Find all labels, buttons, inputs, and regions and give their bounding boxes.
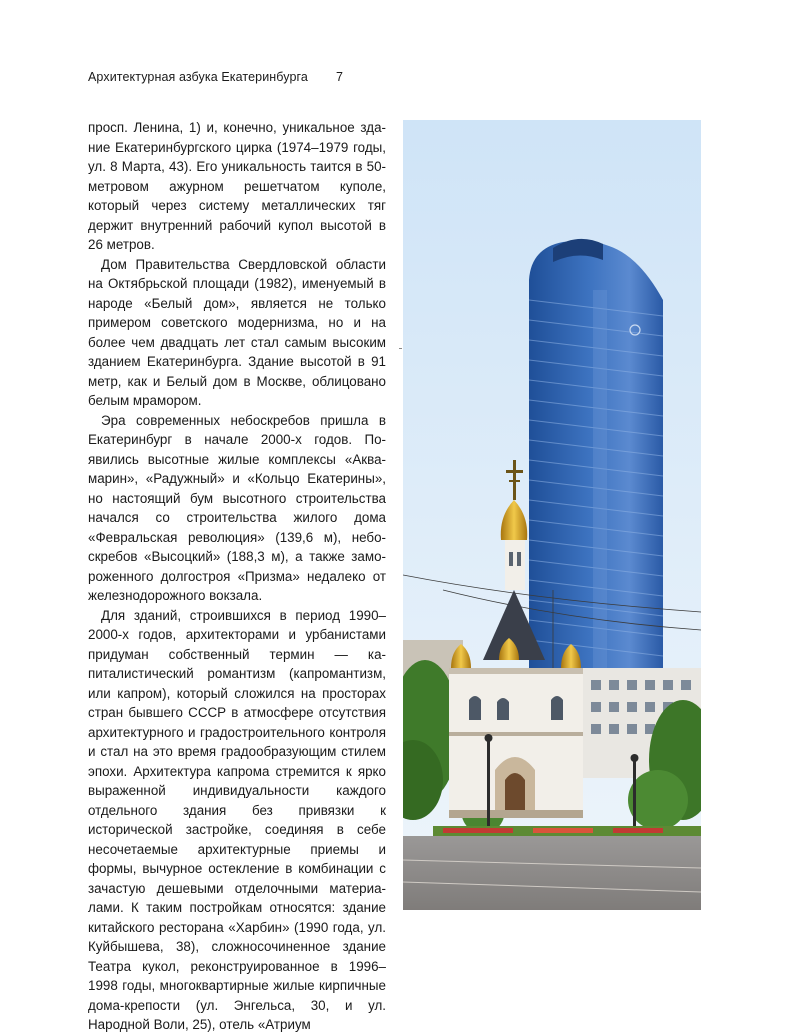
paragraph-circus: просп. Ленина, 1) и, конечно, уникальное здание Екатеринбургского цирка (1974–1979 годы, ул. 8 Марта, 43). Его уникальность таится в 50-метровом ажурном решетчатом куполе, который через систему металлических тяг держит внутренний рабочий купол высотой в 26 метров. [88, 120, 386, 252]
paragraph-kapromantism: Для зданий, строившихся в период 1990–2000-х годов, архитекторами и урбанистами придуман собственный термин — капиталистический романтизм (капромантизм, или капром), который сложился на просторах стран бывшего СССР в атмосфере отсутствия архитектурного и градостроительного контроля и стал на это время градообразующим стилем эпохи. Архитектура капрома стремится к ярко выраженной индивидуальности каждого отдельного здания без привязки к исторической застройке, соединяя в себе несочетаемые архитектурные приемы и формы, вычурное остекление в комбинации с зачастую дешевыми отделочными материалами. К таким постройкам относятся: здание китайского ресторана «Харбин» (1990 года, ул. Куйбышева, 38), сложносочиненное здание Театра кукол, реконструированное в 1996–1998 годы, многоквартирные жилые кирпичные дома-крепости (ул. Энгельса, 30, и ул. Народной Воли, 25), отель «Атриум [88, 607, 386, 1032]
paragraph-white-house: Дом Правительства Свердловской области на Октябрьской площади (1982), именуемый в народе «Белый дом», является не только примером советского модернизма, но и на более чем двадцать лет стал самым высоким зданием Екатеринбурга. Здание высотой в 91 метр, как и Белый дом в Москве, облицовано белым мрамором. [88, 256, 386, 408]
skyscraper-vysotsky [529, 239, 663, 680]
paragraph-skyscrapers: Эра современных небоскребов пришла в Екатеринбург в начале 2000-х годов. Появились высотные жилые комплексы «Аквамарин», «Радужный» и «Кольцо Екатерины», но настоящий бум высотного строительства начался со строительства жилого дома «Февральская революция» (139,6 м), небоскребов «Высоцкий» (188,3 м), а также замороженного долгостроя «Призма» недалеко от железнодорожного вокзала. [88, 412, 386, 603]
body-text-column [88, 118, 386, 1035]
photo-figure [403, 120, 701, 910]
running-head [88, 70, 388, 86]
road [403, 836, 701, 910]
running-head-title: Архитектурная азбука Екатеринбурга [88, 70, 308, 84]
crop-mark [399, 348, 402, 349]
flower-bed [433, 826, 701, 836]
photo-vysotsky-and-chapel [403, 120, 701, 910]
page-number: 7 [336, 70, 344, 84]
